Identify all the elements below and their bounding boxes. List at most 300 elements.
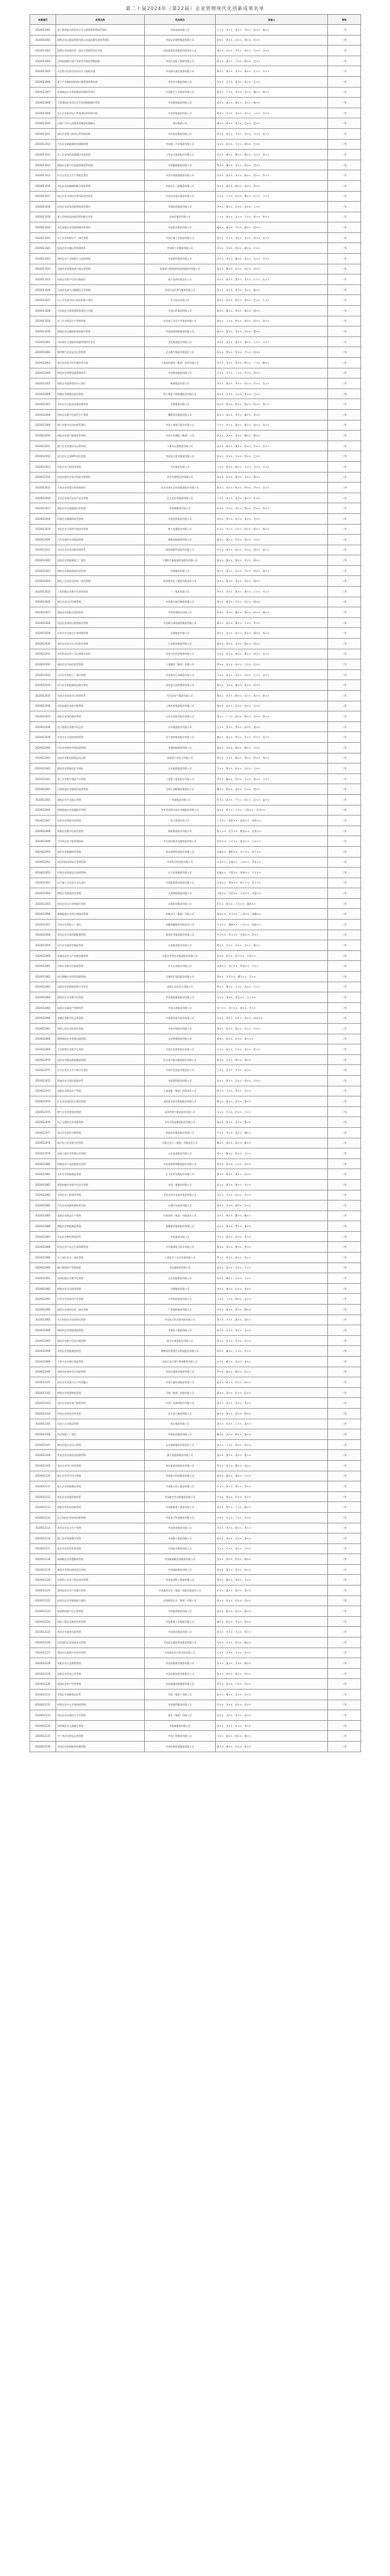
cell-grade: 二等: [328, 378, 361, 389]
cell-unit: 华侨城集团有限公司: [145, 1720, 216, 1731]
cell-people: 羊××、於××、惠××、甄××、曲××、家××: [216, 420, 328, 431]
cell-unit: 华侨城集团有限公司: [145, 503, 216, 514]
cell-grade: 二等: [328, 409, 361, 420]
cell-number: 2024011009: [30, 108, 56, 118]
cell-grade: 一等: [328, 264, 361, 274]
cell-number: 2024012036: [30, 701, 56, 711]
cell-name: 传媒企业融媒体转型管理: [56, 513, 145, 524]
cell-people: 班××、仰××、秋××、仲××、伊××、宫××: [216, 483, 328, 493]
cell-number: 2024012026: [30, 597, 56, 607]
cell-unit: 天津钢管制造有限公司: [145, 888, 216, 899]
cell-people: 栾××、暴××、甘××、钭××: [216, 1690, 328, 1700]
cell-people: 封××、芮××、羿××、储××、靳××: [216, 431, 328, 441]
cell-people: 陶××、姜××、戚××、谢××: [216, 1138, 328, 1148]
cell-number: 2024012119: [30, 1564, 56, 1575]
cell-unit: 卧龙电气驱动集团股份有限公司: [145, 1054, 216, 1065]
cell-unit: 中国联合网络通信集团有限公司: [145, 617, 216, 628]
table-row: [30, 1419, 361, 1429]
cell-unit: 中化集团有限公司: [145, 461, 216, 472]
cell-grade: 二等: [328, 1179, 361, 1190]
cell-unit: 华为技术有限公司: [145, 295, 216, 306]
cell-name: 有研企业科研院所改制管理: [56, 1741, 145, 1752]
cell-grade: 一等: [328, 254, 361, 264]
cell-unit: 中国移动通信集团有限公司: [145, 66, 216, 77]
cell-name: 电子元器件企业质量管理: [56, 1117, 145, 1128]
cell-grade: 二等: [328, 565, 361, 576]
cell-number: 2024012010: [30, 431, 56, 441]
cell-name: 港航企业多式联运管理: [56, 794, 145, 805]
cell-people: 时××、傅××、皮××、卞××: [216, 1273, 328, 1284]
cell-unit: 上海城投（集团）有限公司: [145, 659, 216, 670]
cell-people: 平××、黄××、和××、穆××: [216, 1305, 328, 1315]
cell-grade: 二等: [328, 763, 361, 774]
cell-number: 2024011029: [30, 316, 56, 326]
cell-number: 2024012002: [30, 347, 56, 358]
cell-grade: 二等: [328, 1429, 361, 1440]
document-title: 第二十届2024年（第22届）企业管理现代化创新成果名单: [125, 6, 265, 11]
table-row: [30, 1543, 361, 1554]
cell-number: 2024012086: [30, 1221, 56, 1232]
cell-unit: 欧派家居集团股份有限公司: [145, 1127, 216, 1138]
cell-name: 汽车企业新能源转型战略管理: [56, 139, 145, 150]
table-row: [30, 1096, 361, 1107]
cell-number: 2024012130: [30, 1679, 56, 1690]
column-header-name: 成果名称: [56, 15, 145, 25]
table-row: [30, 1460, 361, 1471]
table-row: [30, 1668, 361, 1679]
cell-grade: 二等: [328, 336, 361, 347]
cell-name: 铁路工程企业标准化管理: [56, 1024, 145, 1034]
cell-name: 诚通企业资产经营管理: [56, 1679, 145, 1690]
cell-name: 电子科技企业协同创新管理: [56, 1512, 145, 1523]
table-row: [30, 732, 361, 743]
cell-unit: 红塔烟草（集团）有限责任公司: [145, 1211, 216, 1221]
cell-grade: 一等: [328, 274, 361, 285]
cell-name: 国企科技成果转化管理机制: [56, 857, 145, 868]
cell-grade: 一等: [328, 150, 361, 160]
cell-people: 潘××、葛××、奚××、范××、彭××: [216, 118, 328, 129]
cell-people: 毕××、郝××、邬××、安××、常××: [216, 180, 328, 191]
table-row: [30, 461, 361, 472]
cell-name: 建筑企业装配式建造管理: [56, 607, 145, 618]
cell-name: 保险企业客户服务体系创新: [56, 431, 145, 441]
cell-unit: 中车青岛四方机车车辆股份有限公司: [145, 805, 216, 815]
cell-people: 裴××、陆××、荣××、翁××、荀××: [216, 409, 328, 420]
cell-name: 食品企业全链条质量追溯管理: [56, 399, 145, 410]
cell-number: 2024011024: [30, 264, 56, 274]
cell-people: 诸××、左××、石××、崔××、吉××: [216, 389, 328, 399]
cell-number: 2024012099: [30, 1357, 56, 1367]
table-row: [30, 1169, 361, 1180]
cell-people: 续××、岳××、帅××、琴××: [216, 1054, 328, 1065]
table-row: [30, 1148, 361, 1159]
cell-unit: 中国航空工业集团有限公司: [145, 87, 216, 98]
cell-people: 冉××、宰××、郦××、雍××、郤××、璩××: [216, 607, 328, 618]
cell-unit: 格力电器股份有限公司: [145, 524, 216, 535]
cell-name: 林业企业森林资源管理: [56, 1627, 145, 1637]
cell-number: 2024012085: [30, 1211, 56, 1221]
cell-grade: 二等: [328, 1408, 361, 1419]
cell-name: 发电企业燃料管理体系: [56, 1231, 145, 1242]
cell-number: 2024012079: [30, 1148, 56, 1159]
cell-people: 庄××、晏××、柴××、瞿××、阎××、充××: [216, 649, 328, 659]
cell-number: 2024011030: [30, 326, 56, 337]
cell-name: 家电企业用户体验管理: [56, 1460, 145, 1471]
cell-name: 黄金企业安全生产管理: [56, 1523, 145, 1533]
cell-unit: 华东建筑集团股份有限公司: [145, 992, 216, 1003]
cell-name: 电力施工企业安全文化建设: [56, 878, 145, 888]
cell-grade: 二等: [328, 1325, 361, 1336]
cell-people: 元××、卜××、顾××、孟××: [216, 1294, 328, 1305]
cell-unit: 宁德时代新能源科技股份有限公司: [145, 555, 216, 566]
table-row: [30, 513, 361, 524]
cell-number: 2024012116: [30, 1533, 56, 1544]
cell-grade: 二等: [328, 1283, 361, 1294]
cell-number: 2024012006: [30, 389, 56, 399]
cell-unit: 潍柴雷沃智慧农业科技股份有限公司: [145, 1346, 216, 1357]
cell-unit: 河钢集团有限公司: [145, 565, 216, 576]
table-row: [30, 961, 361, 972]
cell-grade: 一等: [328, 306, 361, 316]
cell-grade: 一等: [328, 316, 361, 326]
cell-people: 湛××、汪××、祁××、毛××、禹××、狄××: [216, 232, 328, 243]
cell-number: 2024011008: [30, 98, 56, 108]
cell-grade: 二等: [328, 1491, 361, 1502]
cell-number: 2024012103: [30, 1398, 56, 1409]
cell-number: 2024012032: [30, 659, 56, 670]
cell-name: 电网企业营销服务数字化转型: [56, 982, 145, 992]
table-row: [30, 680, 361, 691]
cell-people: 束××、龙××、叶××、幸××: [216, 1720, 328, 1731]
cell-name: 能源企业碳资产管理体系: [56, 1002, 145, 1013]
cell-number: 2024012127: [30, 1648, 56, 1658]
cell-name: 水利企业工程建设管理: [56, 1190, 145, 1200]
cell-grade: 二等: [328, 1658, 361, 1669]
cell-name: 电力设计企业EPC项目管理: [56, 451, 145, 462]
cell-unit: 山东高速集团有限公司: [145, 1148, 216, 1159]
cell-number: 2024012056: [30, 909, 56, 920]
cell-people: 支××、柯××、昝××、管××: [216, 1481, 328, 1492]
table-row: [30, 607, 361, 618]
cell-people: 杭××、洪××、包××、诸××: [216, 1533, 328, 1544]
cell-grade: 二等: [328, 1460, 361, 1471]
cell-people: 柯××、昝××、管××、卢××、莫××: [216, 347, 328, 358]
cell-people: 袁××、柳××、酆××、鲍××、史××、唐××: [216, 150, 328, 160]
cell-people: 蓝××、闵××、席××、季××、麻××: [216, 284, 328, 295]
cell-name: 有色企业全球资源配置管理: [56, 930, 145, 940]
column-header-unit: 完成单位: [145, 15, 216, 25]
table-row: [30, 170, 361, 181]
cell-unit: 江西铜业集团有限公司: [145, 639, 216, 649]
table-row: [30, 191, 361, 202]
cell-grade: 二等: [328, 483, 361, 493]
cell-people: 尉迟××、公羊××、澹台××、公冶××: [216, 836, 328, 847]
cell-unit: 上海国际港务（集团）股份有限公司: [145, 358, 216, 368]
table-row: [30, 202, 361, 212]
cell-grade: 二等: [328, 1169, 361, 1180]
cell-name: 农机企业智能制造转型: [56, 1346, 145, 1357]
cell-grade: 二等: [328, 389, 361, 399]
cell-people: 宓××、蓬××、全××、郗××: [216, 1658, 328, 1669]
cell-people: 班××、仰××、秋××、仲××: [216, 1668, 328, 1679]
table-row: [30, 1502, 361, 1513]
cell-people: 糜××、松××、井××、段××: [216, 1616, 328, 1627]
cell-people: 巴××、弓××、牧××、隗××: [216, 1637, 328, 1648]
cell-people: 汲××、邴××、糜××、松××、井××、段××: [216, 441, 328, 451]
cell-people: 闻人××、东方××、赫连××、皇甫××: [216, 826, 328, 836]
cell-grade: 二等: [328, 1106, 361, 1117]
cell-name: 煤化工企业安全环保一体化管理: [56, 576, 145, 587]
cell-name: 建筑设计企业数字化管理: [56, 992, 145, 1003]
cell-people: 轩辕××、令狐××、钟离××、宇文××: [216, 868, 328, 878]
cell-people: 端木××、巫马××、公西××、漆雕××: [216, 909, 328, 920]
cell-grade: 二等: [328, 513, 361, 524]
cell-unit: 国家能源投资集团有限责任公司: [145, 46, 216, 56]
cell-unit: 中国国新控股有限责任公司: [145, 1668, 216, 1679]
cell-name: 盐业企业转型发展管理: [56, 1543, 145, 1554]
table-row: [30, 1720, 361, 1731]
cell-unit: 中国电力建设集团有限公司: [145, 451, 216, 462]
cell-people: 费××、廉××、岑××、薛××、雷××: [216, 160, 328, 170]
cell-name: 大型国企合规管理体系建设与实践: [56, 306, 145, 316]
cell-unit: 北京城建集团有限责任公司: [145, 1439, 216, 1450]
cell-name: 造纸企业绿色制造管理: [56, 711, 145, 722]
cell-name: 建工企业数字建造平台管理: [56, 774, 145, 784]
cell-name: 装备企业研发项目管理体系: [56, 691, 145, 701]
cell-grade: 二等: [328, 826, 361, 836]
cell-grade: 二等: [328, 909, 361, 920]
cell-unit: 山东太阳纸业股份有限公司: [145, 711, 216, 722]
cell-name: 港口集团资产管理创新: [56, 1263, 145, 1273]
table-row: [30, 1106, 361, 1117]
cell-people: 蓝××、闵××、席××、季××: [216, 1398, 328, 1409]
cell-number: 2024012049: [30, 836, 56, 847]
cell-unit: 洛阳栾川钼业集团股份有限公司: [145, 1096, 216, 1107]
cell-unit: 恒力集团有限公司: [145, 815, 216, 826]
table-row: [30, 565, 361, 576]
cell-number: 2024012071: [30, 1065, 56, 1076]
cell-number: 2024011011: [30, 128, 56, 139]
cell-unit: 吉利控股集团有限公司: [145, 1294, 216, 1305]
cell-grade: 二等: [328, 992, 361, 1003]
cell-name: 地方国企混合所有制改革实践: [56, 358, 145, 368]
cell-grade: 二等: [328, 1387, 361, 1398]
cell-people: 颜××、郭××、梅××、盛××: [216, 1429, 328, 1440]
cell-unit: 中国石油化工集团有限公司: [145, 56, 216, 66]
cell-people: 富××、巫××、乌××、焦××: [216, 1627, 328, 1637]
cell-name: 化纤企业智能车间管理: [56, 815, 145, 826]
table-row: [30, 1700, 361, 1710]
cell-name: 钢铁企业能源管控中心建设: [56, 378, 145, 389]
cell-number: 2024012014: [30, 472, 56, 483]
cell-unit: 北京燃气集团有限责任公司: [145, 347, 216, 358]
cell-people: 裘××、缪××、干××、解××: [216, 1502, 328, 1513]
table-row: [30, 659, 361, 670]
table-row: [30, 76, 361, 87]
cell-number: 2024012068: [30, 1034, 56, 1044]
cell-name: 航天企业型号项目管理: [56, 1471, 145, 1481]
cell-number: 2024012108: [30, 1450, 56, 1461]
table-row: [30, 1367, 361, 1377]
table-row: [30, 1117, 361, 1128]
cell-grade: 一等: [328, 202, 361, 212]
cell-grade: 二等: [328, 1439, 361, 1450]
table-row: [30, 212, 361, 222]
cell-number: 2024012118: [30, 1554, 56, 1565]
cell-grade: 二等: [328, 1450, 361, 1461]
cell-number: 2024012027: [30, 607, 56, 618]
cell-name: 机电企业研发体系变革: [56, 1408, 145, 1419]
table-row: [30, 1242, 361, 1253]
cell-people: 倪××、汤××、滕××、殷××: [216, 1242, 328, 1253]
cell-number: 2024012120: [30, 1575, 56, 1585]
table-row: [30, 1741, 361, 1752]
cell-people: 韩××、杨××、朱××、秦××: [216, 1096, 328, 1107]
cell-people: 曹××、严××、华××、金××、魏××、陶××: [216, 87, 328, 98]
cell-name: 农业企业现代农业产业化管理: [56, 493, 145, 503]
cell-number: 2024012117: [30, 1543, 56, 1554]
table-row: [30, 1013, 361, 1024]
cell-name: 钢铁物流企业智慧运输管理: [56, 1034, 145, 1044]
cell-number: 2024012048: [30, 826, 56, 836]
cell-people: 孙××、周××、吴××、郑××、冯××: [216, 1075, 328, 1086]
cell-name: 船舶企业科技创新管理: [56, 1502, 145, 1513]
cell-unit: 招商局集团有限公司: [145, 212, 216, 222]
cell-name: 船舶企业数字化造船管理体系构建: [56, 160, 145, 170]
cell-unit: 上海医药集团股份有限公司: [145, 701, 216, 711]
cell-number: 2024012122: [30, 1596, 56, 1606]
cell-number: 2024011026: [30, 284, 56, 295]
cell-name: 建材企业产业链整合与协同管理: [56, 254, 145, 264]
cell-number: 2024012011: [30, 441, 56, 451]
table-row: [30, 701, 361, 711]
cell-grade: 一等: [328, 170, 361, 181]
cell-number: 2024012039: [30, 732, 56, 743]
cell-unit: 中国海洋石油集团有限公司: [145, 669, 216, 680]
cell-number: 2024012073: [30, 1086, 56, 1096]
cell-grade: 二等: [328, 1606, 361, 1617]
cell-name: 高速公路企业智慧运营管理: [56, 1148, 145, 1159]
cell-people: 凌××、霍××、虞××、万××: [216, 1471, 328, 1481]
cell-number: 2024011013: [30, 150, 56, 160]
cell-number: 2024012022: [30, 555, 56, 566]
cell-people: 窦××、章××、云××、苏××: [216, 1158, 328, 1169]
table-row: [30, 25, 361, 35]
cell-people: 宁××、仇××、栾××、暴××、甘××: [216, 493, 328, 503]
cell-unit: 中国中铁股份有限公司: [145, 1024, 216, 1034]
cell-grade: 一等: [328, 35, 361, 46]
cell-grade: 二等: [328, 1127, 361, 1138]
table-row: [30, 1377, 361, 1388]
cell-people: 富××、巫××、乌××、焦××、巴××: [216, 451, 328, 462]
cell-people: 刘××、景××、詹××、束××、龙××: [216, 513, 328, 524]
cell-grade: 二等: [328, 1024, 361, 1034]
cell-unit: 中国石化销售股份有限公司: [145, 1044, 216, 1055]
cell-number: 2024012065: [30, 1002, 56, 1013]
cell-name: 冶金企业设备全生命周期管理: [56, 628, 145, 639]
table-row: [30, 909, 361, 920]
cell-number: 2024012067: [30, 1024, 56, 1034]
cell-number: 2024012087: [30, 1231, 56, 1242]
cell-unit: 奇瑞控股集团有限公司: [145, 742, 216, 753]
table-row: [30, 898, 361, 909]
cell-unit: 中国大唐集团有限公司: [145, 1002, 216, 1013]
cell-name: 核电企业卓越运营管理体系: [56, 243, 145, 254]
cell-name: 石油企业油气田精细化开发管理: [56, 284, 145, 295]
table-row: [30, 87, 361, 98]
cell-name: 矿山企业安全生产智能化管控: [56, 170, 145, 181]
cell-people: 钭××、厉××、戎××、祖××、武××、符××: [216, 503, 328, 514]
cell-people: 贺××、倪××、汤××、滕××、殷××、罗××: [216, 170, 328, 181]
cell-grade: 二等: [328, 1065, 361, 1076]
cell-name: 基于数智驱动的国有企业全面预算管理体系建设: [56, 25, 145, 35]
table-row: [30, 1138, 361, 1148]
cell-unit: 北大荒农垦集团有限公司: [145, 493, 216, 503]
table-row: [30, 742, 361, 753]
cell-grade: 二等: [328, 857, 361, 868]
table-row: [30, 180, 361, 191]
cell-number: 2024012121: [30, 1585, 56, 1596]
cell-name: 饮料企业数字化渠道管理: [56, 961, 145, 972]
table-row: [30, 846, 361, 857]
cell-people: 齐××、康××、伍××、余××: [216, 1283, 328, 1294]
cell-people: 邱××、骆××、高××、夏××: [216, 1450, 328, 1461]
cell-number: 2024012105: [30, 1419, 56, 1429]
cell-unit: 陕西煤业化工集团有限责任公司: [145, 576, 216, 587]
cell-people: 养××、鞠××、须××、丰××、巢××、关××: [216, 774, 328, 784]
cell-name: 化工园区安全一体化管理: [56, 1253, 145, 1263]
cell-number: 2024011028: [30, 306, 56, 316]
table-row: [30, 66, 361, 77]
cell-number: 2024012044: [30, 784, 56, 795]
cell-unit: 中国通用技术（集团）控股有限责任公司: [145, 1585, 216, 1596]
cell-people: 太叔××、申屠××、公孙××、仲孙××: [216, 857, 328, 868]
table-row: [30, 1450, 361, 1461]
cell-number: 2024012081: [30, 1169, 56, 1180]
cell-number: 2024012080: [30, 1158, 56, 1169]
cell-people: 强××、贾××、路××、娄××、危××、江××: [216, 295, 328, 306]
cell-number: 2024012133: [30, 1710, 56, 1721]
cell-name: 基于价值创造的集团管控模式变革: [56, 212, 145, 222]
cell-unit: 用友网络科技股份有限公司: [145, 846, 216, 857]
cell-unit: 中国长江三峡集团有限公司: [145, 180, 216, 191]
cell-number: 2024012012: [30, 451, 56, 462]
table-row: [30, 358, 361, 368]
cell-grade: 二等: [328, 878, 361, 888]
table-row: [30, 1044, 361, 1055]
cell-grade: 二等: [328, 420, 361, 431]
cell-grade: 二等: [328, 868, 361, 878]
table-row: [30, 1523, 361, 1533]
cell-number: 2024011016: [30, 180, 56, 191]
table-row: [30, 336, 361, 347]
cell-grade: 二等: [328, 441, 361, 451]
cell-name: 石化企业智能工厂建设管理: [56, 669, 145, 680]
cell-unit: 中国人寿保险（集团）公司: [145, 431, 216, 441]
cell-people: 花××、方××、俞××、任××: [216, 1200, 328, 1211]
table-row: [30, 639, 361, 649]
cell-grade: 一等: [328, 212, 361, 222]
cell-grade: 二等: [328, 451, 361, 462]
cell-people: 訾××、辛××、阚××、那××、简××、饶××: [216, 753, 328, 763]
cell-name: 旅游企业全域旅游运营管理: [56, 503, 145, 514]
cell-unit: 中国宝武钢铁集团有限公司: [145, 35, 216, 46]
cell-number: 2024012063: [30, 982, 56, 992]
cell-unit: 中国黄金集团有限公司: [145, 1523, 216, 1533]
cell-number: 2024012043: [30, 774, 56, 784]
cell-name: 城投企业市场化转型管理: [56, 659, 145, 670]
cell-name: 机车企业产品全生命周期管理: [56, 1242, 145, 1253]
